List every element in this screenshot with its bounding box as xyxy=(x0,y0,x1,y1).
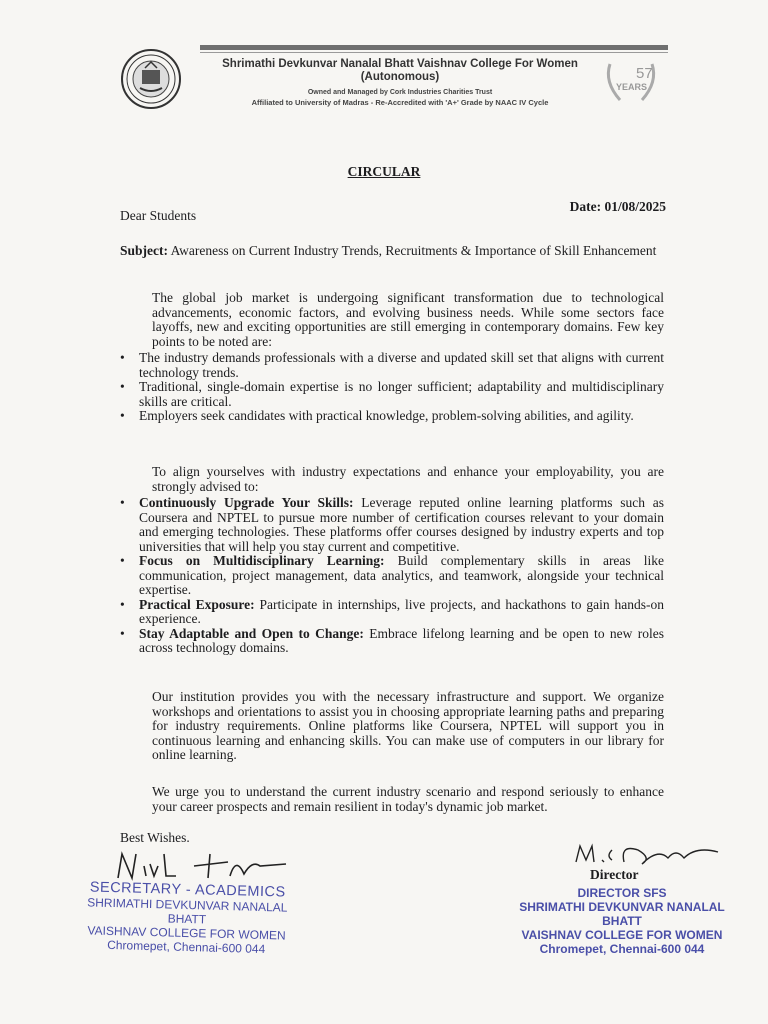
key-points-list xyxy=(120,351,664,424)
circular-date: Date: 01/08/2025 xyxy=(569,199,666,214)
list-item-text: Employers seek candidates with practical knowledge, problem-solving abilities, and agility. xyxy=(139,408,634,423)
secretary-signature xyxy=(110,848,290,884)
advice-text: Leverage reputed online learning platforms such as Coursera and NPTEL to pursue more number of certification courses relevant to your domain and emerging technologies. These platforms offer courses designed by industry experts and top universities that will help you stay current and competitive. xyxy=(139,495,664,554)
management-line: Owned and Managed by Cork Industries Charities Trust xyxy=(307,89,493,96)
college-name: Shrimathi Devkunvar Nanalal Bhatt Vaishnav College For Women xyxy=(222,58,578,70)
anniversary-label: YEARS xyxy=(616,82,648,92)
anniversary-number: 57 xyxy=(636,65,653,82)
college-status: (Autonomous) xyxy=(360,71,440,83)
advice-title: Stay Adaptable and Open to Change: xyxy=(139,625,364,641)
advice-intro-text: To align yourselves with industry expectations and enhance your employability, you are strongly advised to: xyxy=(152,464,664,494)
list-item: • Focus on Multidisciplinary Learning: Build complementary skills in areas like communication, project management, data analytics, and teamwork, alongside your technical expertise. xyxy=(120,553,665,597)
support-paragraph xyxy=(120,690,664,763)
list-item: • Practical Exposure: Participate in internships, live projects, and hackathons to gain hands-on experience. xyxy=(120,596,664,626)
subject-text: Awareness on Current Industry Trends, Recruitments & Importance of Skill Enhancement xyxy=(170,243,657,258)
secretary-stamp xyxy=(71,879,303,957)
stamp-line: VAISHNAV COLLEGE FOR WOMEN xyxy=(87,923,286,943)
director-title: Director xyxy=(590,867,639,882)
intro-paragraph xyxy=(120,291,664,349)
letterhead xyxy=(200,58,600,107)
support-text: Our institution provides you with the necessary infrastructure and support. We organize workshops and orientations to assist you in choosing appropriate learning paths and preparing for industry requirements. Online platforms like Coursera, NPTEL will support you in continuous learning and enhancing skills. You can make use of computers in our library for online learning. xyxy=(152,689,664,762)
list-item: • Continuously Upgrade Your Skills: Leverage reputed online learning platforms such as Coursera and NPTEL to pursue more number of certification courses relevant to your domain and emerging technologies. These platforms offer courses designed by industry experts and top universities that will help you stay current and competitive. xyxy=(120,495,664,554)
salutation: Dear Students xyxy=(120,208,197,223)
advice-text: Participate in internships, live projects, and hackathons to gain hands-on experience. xyxy=(139,596,664,626)
intro-text: The global job market is undergoing significant transformation due to technological advancements, economic factors, and evolving business needs. While some sectors face layoffs, new and exciting opportunities are still emerging in contemporary domains. Few key points to be noted are: xyxy=(152,290,664,349)
advice-intro-paragraph xyxy=(120,465,664,494)
stamp-line: Chromepet, Chennai-600 044 xyxy=(107,937,266,957)
list-item: • Stay Adaptable and Open to Change: Embrace lifelong learning and be open to new roles across technology domains. xyxy=(120,625,665,655)
affiliation-line: Affiliated to University of Madras - Re-Accredited with 'A+' Grade by NAAC IV Cycle xyxy=(251,98,549,107)
advice-title: Continuously Upgrade Your Skills: xyxy=(139,495,354,510)
stamp-line: SECRETARY - ACADEMICS xyxy=(89,879,286,901)
director-stamp xyxy=(512,886,732,956)
stamp-line: VAISHNAV COLLEGE FOR WOMEN xyxy=(521,928,723,942)
subject-label: Subject: xyxy=(120,243,168,258)
document-title: CIRCULAR xyxy=(347,164,421,179)
director-signature xyxy=(572,838,722,868)
stamp-line: DIRECTOR SFS xyxy=(577,886,667,900)
anniversary-badge-icon xyxy=(600,56,662,106)
stamp-line: SHRIMATHI DEVKUNVAR NANALAL BHATT xyxy=(87,895,288,927)
stamp-line: SHRIMATHI DEVKUNVAR NANALAL BHATT xyxy=(519,900,725,928)
advice-list xyxy=(120,496,664,656)
advice-title: Practical Exposure: xyxy=(139,596,255,612)
stamp-line: Chromepet, Chennai-600 044 xyxy=(539,942,705,956)
subject-line xyxy=(120,243,666,258)
list-item: • Employers seek candidates with practical knowledge, problem-solving abilities, and agility. xyxy=(120,408,634,423)
college-seal-icon xyxy=(120,48,182,110)
list-item: • The industry demands professionals with a diverse and updated skill set that aligns with current technology trends. xyxy=(120,350,664,380)
advice-title: Focus on Multidisciplinary Learning: xyxy=(139,553,385,568)
header-rule xyxy=(200,45,668,50)
list-item-text: The industry demands professionals with a diverse and updated skill set that aligns with current technology trends. xyxy=(139,350,664,380)
header-rule-thin xyxy=(200,52,668,53)
advice-text: Build complementary skills in areas like communication, project management, data analytics, and teamwork, alongside your technical expertise. xyxy=(139,553,665,597)
closing-paragraph xyxy=(120,785,664,814)
closing-text: We urge you to understand the current industry scenario and respond seriously to enhance your career prospects and remain resilient in today's dynamic job market. xyxy=(152,784,664,814)
advice-text: Embrace lifelong learning and be open to new roles across technology domains. xyxy=(139,625,665,655)
best-wishes: Best Wishes. xyxy=(120,830,190,845)
list-item: • Traditional, single-domain expertise is no longer sufficient; adaptability and multidisciplinary skills are critical. xyxy=(120,379,664,409)
list-item-text: Traditional, single-domain expertise is no longer sufficient; adaptability and multidisciplinary skills are critical. xyxy=(139,379,664,409)
